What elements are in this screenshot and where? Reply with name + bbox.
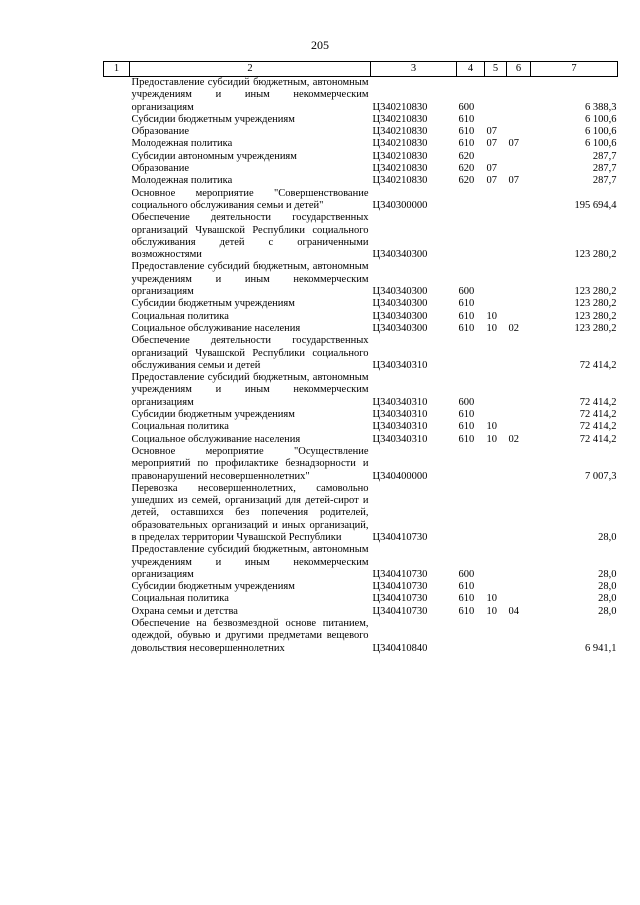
- amount: 6 941,1: [585, 642, 617, 654]
- row-number-cell: [104, 434, 130, 446]
- amount: 72 414,2: [579, 396, 617, 408]
- table-row: [104, 409, 618, 421]
- section: 10: [486, 605, 497, 617]
- subsection: [507, 335, 531, 372]
- item-name: Предоставление субсидий бюджетным, автономным учреждениям и иным некоммерческим организациям: [131, 261, 369, 298]
- table-body: [104, 77, 618, 655]
- section: 10: [486, 593, 497, 605]
- item-name: Субсидии автономным учреждениям: [131, 150, 297, 162]
- table-row: [104, 606, 618, 618]
- row-number-cell: [104, 421, 130, 433]
- section: [485, 372, 507, 409]
- row-number-cell: [104, 188, 130, 213]
- section: [485, 618, 507, 655]
- table-row: [104, 618, 618, 655]
- row-number-cell: [104, 261, 130, 298]
- item-name: Социальное обслуживание населения: [131, 322, 301, 334]
- expense-type: 610: [458, 433, 475, 445]
- column-header: 1: [104, 62, 130, 77]
- item-name: Социальная политика: [131, 421, 229, 433]
- target-code: Ц340210830: [372, 101, 428, 113]
- item-name: Предоставление субсидий бюджетным, автономным учреждениям и иным некоммерческим организациям: [131, 77, 369, 113]
- target-code: Ц340210830: [372, 150, 428, 162]
- table-row: [104, 138, 618, 150]
- subsection: [507, 114, 531, 126]
- row-number-cell: [104, 212, 130, 261]
- amount: 6 100,6: [585, 126, 617, 138]
- item-name: Основное мероприятие "Совершенствование социального обслуживания семьи и детей": [131, 187, 369, 211]
- target-code: Ц340340310: [372, 396, 428, 408]
- subsection: [507, 409, 531, 421]
- target-code: Ц340410730: [372, 531, 428, 543]
- expense-type: 610: [458, 310, 475, 322]
- table-header-row: [104, 62, 618, 77]
- item-name: Молодежная политика: [131, 175, 233, 187]
- table-row: [104, 126, 618, 138]
- item-name: Обеспечение деятельности государственных организаций Чувашской Республики социального обслуживания детей с ограниченными возможностями: [131, 212, 369, 261]
- expense-type: 620: [458, 175, 475, 187]
- amount: 287,7: [592, 150, 617, 162]
- section: [485, 581, 507, 593]
- row-number-cell: [104, 311, 130, 323]
- item-name: Образование: [131, 163, 190, 175]
- expense-type: 600: [458, 568, 475, 580]
- target-code: Ц340210830: [372, 126, 428, 138]
- amount: 123 280,2: [574, 298, 617, 310]
- table-row: [104, 163, 618, 175]
- amount: 28,0: [598, 593, 617, 605]
- target-code: Ц340340300: [372, 310, 428, 322]
- expense-type: 610: [458, 409, 475, 421]
- page-number: 205: [311, 38, 329, 52]
- section: [485, 446, 507, 483]
- expense-type: 600: [458, 396, 475, 408]
- section: [485, 298, 507, 310]
- subsection: [507, 212, 531, 261]
- column-header: 4: [457, 62, 485, 77]
- amount: 28,0: [598, 568, 617, 580]
- column-header: 6: [507, 62, 531, 77]
- target-code: Ц340300000: [372, 199, 428, 211]
- subsection: [507, 446, 531, 483]
- row-number-cell: [104, 151, 130, 163]
- expense-type: 610: [458, 322, 475, 334]
- item-name: Социальная политика: [131, 593, 229, 605]
- expense-type: 600: [458, 286, 475, 298]
- subsection: [507, 483, 531, 544]
- amount: 123 280,2: [574, 310, 617, 322]
- row-number-cell: [104, 114, 130, 126]
- section: [485, 188, 507, 213]
- row-number-cell: [104, 126, 130, 138]
- amount: 123 280,2: [574, 286, 617, 298]
- row-number-cell: [104, 77, 130, 114]
- target-code: Ц340340300: [372, 298, 428, 310]
- subsection: [507, 421, 531, 433]
- amount: 287,7: [592, 163, 617, 175]
- row-number-cell: [104, 606, 130, 618]
- item-name: Перевозка несовершеннолетних, самовольно ушедших из семей, организаций для детей-сирот и детей, оставшихся без попечения родителей, образовательных организаций и иных организаций, в пределах территории Чувашской Республики: [131, 482, 369, 543]
- target-code: Ц340410730: [372, 605, 428, 617]
- table-row: [104, 483, 618, 544]
- table-row: [104, 581, 618, 593]
- section: 10: [486, 421, 497, 433]
- section: 10: [486, 322, 497, 334]
- target-code: Ц340210830: [372, 113, 428, 125]
- amount: 72 414,2: [579, 421, 617, 433]
- column-header: 3: [371, 62, 457, 77]
- item-name: Социальное обслуживание населения: [131, 433, 301, 445]
- amount: 72 414,2: [579, 433, 617, 445]
- subsection: 04: [508, 605, 519, 617]
- amount: 123 280,2: [574, 322, 617, 334]
- row-number-cell: [104, 593, 130, 605]
- row-number-cell: [104, 372, 130, 409]
- column-header: 2: [130, 62, 371, 77]
- amount: 7 007,3: [585, 470, 617, 482]
- section: 07: [486, 138, 497, 150]
- section: [485, 335, 507, 372]
- row-number-cell: [104, 163, 130, 175]
- table-row: [104, 188, 618, 213]
- item-name: Субсидии бюджетным учреждениям: [131, 581, 295, 593]
- section: [485, 212, 507, 261]
- subsection: [507, 544, 531, 581]
- amount: 72 414,2: [579, 409, 617, 421]
- expense-type: 610: [458, 605, 475, 617]
- target-code: Ц340210830: [372, 138, 428, 150]
- target-code: Ц340210830: [372, 175, 428, 187]
- expense-type: 610: [458, 138, 475, 150]
- row-number-cell: [104, 323, 130, 335]
- budget-table: [103, 61, 618, 655]
- section: 07: [486, 126, 497, 138]
- expense-type: [457, 483, 485, 544]
- amount: 28,0: [598, 581, 617, 593]
- section: [485, 409, 507, 421]
- expense-type: 600: [458, 101, 475, 113]
- expense-type: 610: [458, 298, 475, 310]
- target-code: Ц340340310: [372, 433, 428, 445]
- target-code: Ц340410730: [372, 581, 428, 593]
- subsection: [507, 618, 531, 655]
- expense-type: 610: [458, 421, 475, 433]
- item-name: Молодежная политика: [131, 138, 233, 150]
- amount: 28,0: [598, 531, 617, 543]
- target-code: Ц340410840: [372, 642, 428, 654]
- section: 07: [486, 175, 497, 187]
- row-number-cell: [104, 544, 130, 581]
- amount: 28,0: [598, 605, 617, 617]
- section: [485, 544, 507, 581]
- target-code: Ц340210830: [372, 163, 428, 175]
- item-name: Образование: [131, 126, 190, 138]
- section: [485, 261, 507, 298]
- item-name: Социальная политика: [131, 310, 229, 322]
- expense-type: 610: [458, 126, 475, 138]
- table-row: [104, 434, 618, 446]
- item-name: Предоставление субсидий бюджетным, автономным учреждениям и иным некоммерческим организациям: [131, 372, 369, 408]
- row-number-cell: [104, 409, 130, 421]
- subsection: [507, 372, 531, 409]
- table-row: [104, 544, 618, 581]
- subsection: 02: [508, 433, 519, 445]
- expense-type: 610: [458, 581, 475, 593]
- subsection: [507, 593, 531, 605]
- amount: 6 100,6: [585, 138, 617, 150]
- item-name: Предоставление субсидий бюджетным, автономным учреждениям и иным некоммерческим организациям: [131, 544, 369, 580]
- row-number-cell: [104, 581, 130, 593]
- item-name: Субсидии бюджетным учреждениям: [131, 409, 295, 421]
- row-number-cell: [104, 298, 130, 310]
- subsection: 02: [508, 322, 519, 334]
- section: 10: [486, 310, 497, 322]
- target-code: Ц340340300: [372, 286, 428, 298]
- table-row: [104, 372, 618, 409]
- table-row: [104, 114, 618, 126]
- subsection: [507, 188, 531, 213]
- subsection: 07: [508, 138, 519, 150]
- table-row: [104, 311, 618, 323]
- item-name: Обеспечение на безвозмездной основе питанием, одеждой, обувью и другими предметами вещевого довольствия несовершеннолетних: [131, 618, 369, 654]
- table-row: [104, 77, 618, 114]
- column-header: 5: [485, 62, 507, 77]
- item-name: Субсидии бюджетным учреждениям: [131, 298, 295, 310]
- target-code: Ц340340310: [372, 409, 428, 421]
- item-name: Охрана семьи и детства: [131, 605, 238, 617]
- expense-type: [457, 212, 485, 261]
- subsection: [507, 581, 531, 593]
- subsection: [507, 151, 531, 163]
- table-row: [104, 261, 618, 298]
- expense-type: [457, 446, 485, 483]
- expense-type: 620: [458, 150, 475, 162]
- item-name: Субсидии бюджетным учреждениям: [131, 113, 295, 125]
- expense-type: 610: [458, 593, 475, 605]
- section: [485, 77, 507, 114]
- section: 07: [486, 163, 497, 175]
- amount: 123 280,2: [574, 249, 617, 261]
- amount: 6 100,6: [585, 113, 617, 125]
- expense-type: 620: [458, 163, 475, 175]
- subsection: [507, 261, 531, 298]
- subsection: [507, 77, 531, 114]
- amount: 195 694,4: [574, 199, 617, 211]
- table-row: [104, 298, 618, 310]
- table-row: [104, 175, 618, 187]
- target-code: Ц340400000: [372, 470, 428, 482]
- target-code: Ц340340300: [372, 249, 428, 261]
- target-code: Ц340410730: [372, 593, 428, 605]
- section: [485, 483, 507, 544]
- expense-type: 610: [458, 113, 475, 125]
- column-header: 7: [531, 62, 618, 77]
- amount: 72 414,2: [579, 359, 617, 371]
- item-name: Обеспечение деятельности государственных организаций Чувашской Республики социального обслуживания семьи и детей: [131, 335, 369, 371]
- expense-type: [457, 335, 485, 372]
- subsection: 07: [508, 175, 519, 187]
- subsection: [507, 163, 531, 175]
- item-name: Основное мероприятие "Осуществление мероприятий по профилактике безнадзорности и правонарушений несовершеннолетних": [131, 445, 369, 482]
- subsection: [507, 311, 531, 323]
- expense-type: [457, 188, 485, 213]
- table-row: [104, 151, 618, 163]
- subsection: [507, 298, 531, 310]
- table-row: [104, 446, 618, 483]
- table-row: [104, 421, 618, 433]
- target-code: Ц340340310: [372, 359, 428, 371]
- target-code: Ц340410730: [372, 568, 428, 580]
- table-row: [104, 593, 618, 605]
- amount: 287,7: [592, 175, 617, 187]
- target-code: Ц340340310: [372, 421, 428, 433]
- table-row: [104, 323, 618, 335]
- amount: 6 388,3: [585, 101, 617, 113]
- section: [485, 151, 507, 163]
- row-number-cell: [104, 446, 130, 483]
- row-number-cell: [104, 335, 130, 372]
- row-number-cell: [104, 175, 130, 187]
- section: [485, 114, 507, 126]
- expense-type: [457, 618, 485, 655]
- target-code: Ц340340300: [372, 322, 428, 334]
- row-number-cell: [104, 618, 130, 655]
- table-row: [104, 335, 618, 372]
- row-number-cell: [104, 138, 130, 150]
- subsection: [507, 126, 531, 138]
- table-row: [104, 212, 618, 261]
- section: 10: [486, 433, 497, 445]
- row-number-cell: [104, 483, 130, 544]
